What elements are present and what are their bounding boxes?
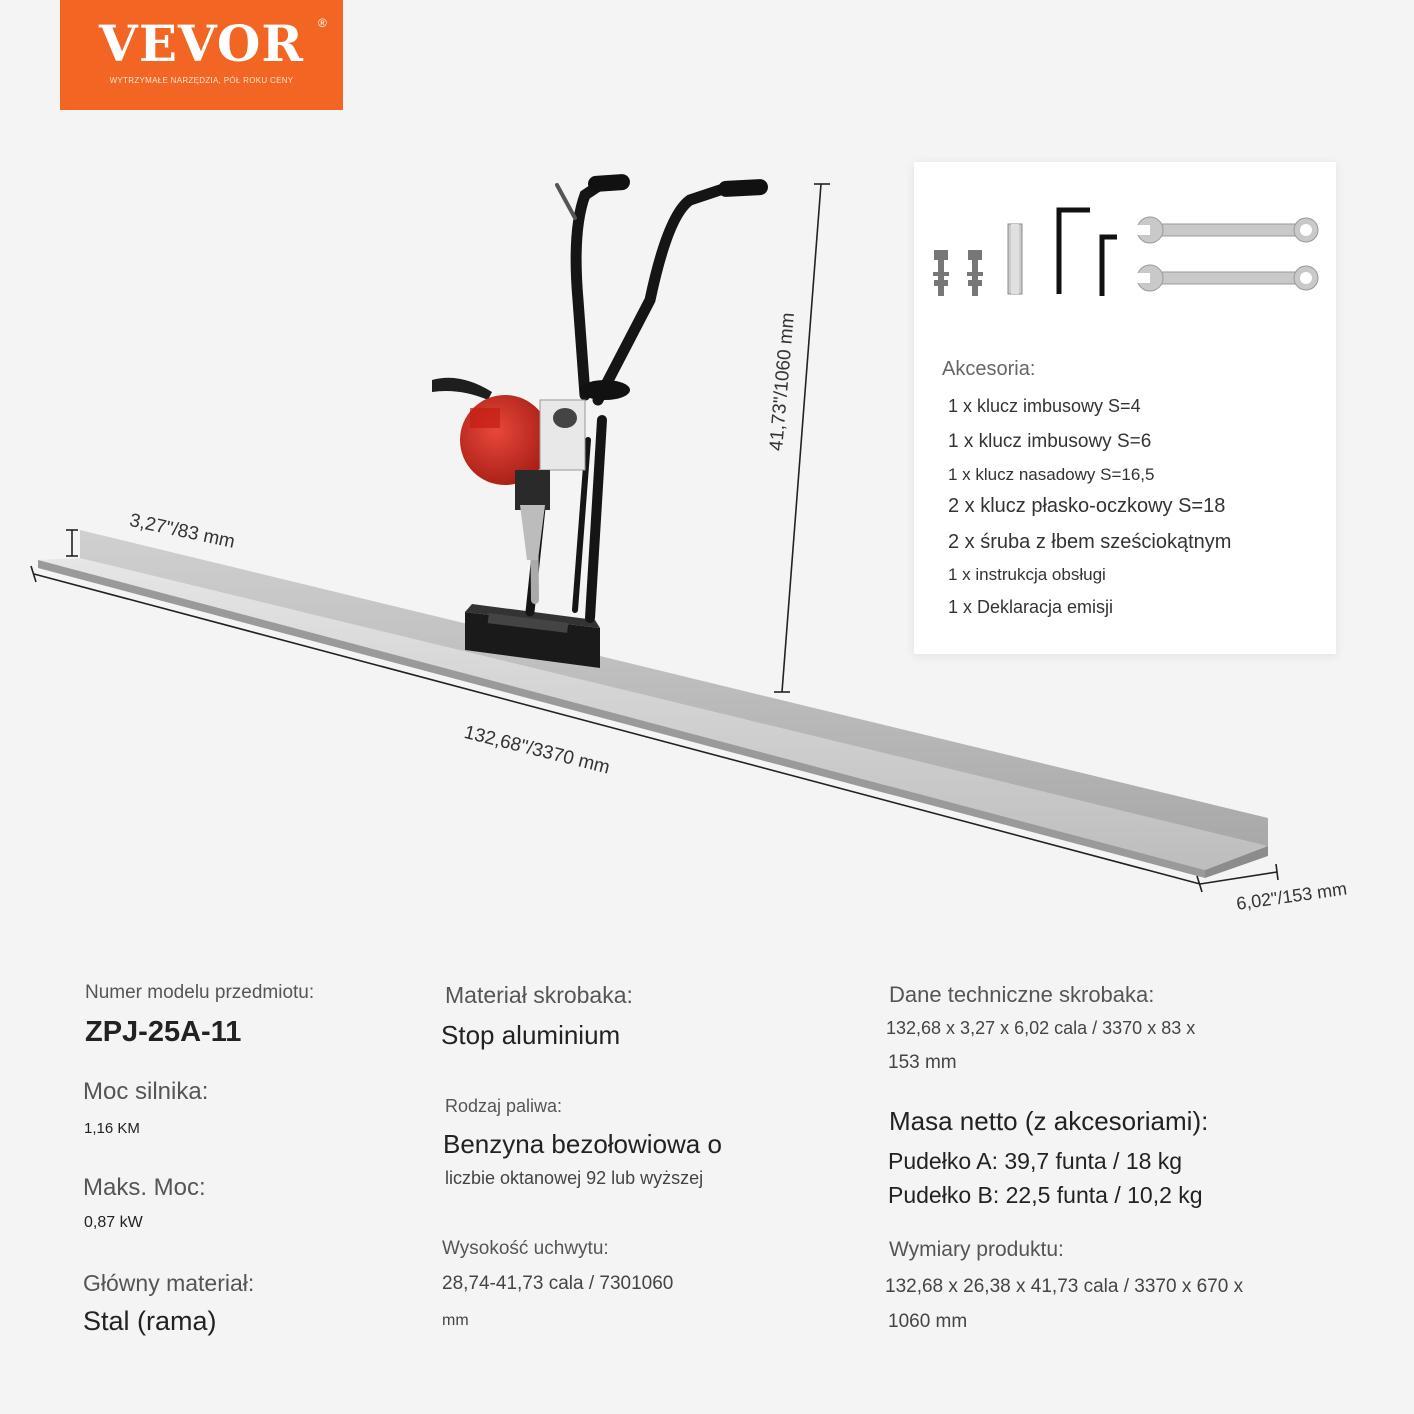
combination-wrench-icon bbox=[1136, 217, 1318, 243]
main-material-label: Główny materiał: bbox=[83, 1270, 255, 1296]
left-grip bbox=[587, 174, 630, 193]
power-value: 1,16 KM bbox=[84, 1120, 140, 1137]
handle-height-value-line2: mm bbox=[442, 1312, 469, 1329]
blade-length-dimension: 132,68"/3370 mm bbox=[461, 722, 612, 779]
handle-height-value-line1: 28,74-41,73 cala / 7301060 bbox=[442, 1273, 674, 1294]
model-value: ZPJ-25A-11 bbox=[85, 1016, 242, 1048]
product-dims-value-line2: 1060 mm bbox=[888, 1311, 968, 1332]
engine bbox=[432, 378, 585, 560]
list-item: 1 x klucz imbusowy S=6 bbox=[948, 431, 1152, 452]
blade-height-dimension: 3,27"/83 mm bbox=[127, 510, 237, 553]
accessories-card bbox=[914, 162, 1336, 654]
list-item: 1 x Deklaracja emisji bbox=[948, 597, 1114, 617]
blade-specs-value-line2: 153 mm bbox=[888, 1052, 957, 1073]
combination-wrench-icon bbox=[1136, 265, 1318, 291]
list-item: 1 x instrukcja obsługi bbox=[948, 565, 1106, 584]
blade-material-value: Stop aluminium bbox=[441, 1020, 621, 1050]
main-material-value: Stal (rama) bbox=[83, 1306, 217, 1336]
accessories-image bbox=[914, 162, 1336, 322]
net-weight-label: Masa netto (z akcesoriami): bbox=[889, 1106, 1209, 1136]
hex-key-icon bbox=[1059, 210, 1117, 296]
box-a-weight: Pudełko A: 39,7 funta / 18 kg bbox=[888, 1148, 1183, 1174]
list-item: 2 x klucz płasko-oczkowy S=18 bbox=[948, 495, 1226, 517]
blade-specs-value-line1: 132,68 x 3,27 x 6,02 cala / 3370 x 83 x bbox=[886, 1018, 1196, 1038]
handle-collar bbox=[580, 380, 630, 400]
blade-specs-label: Dane techniczne skrobaka: bbox=[889, 982, 1155, 1007]
blade-width-dimension: 6,02"/153 mm bbox=[1235, 878, 1349, 914]
brand-tagline: WYTRZYMAŁE NARZĘDZIA, PÓŁ ROKU CENY bbox=[109, 76, 294, 85]
max-power-label: Maks. Moc: bbox=[83, 1174, 206, 1201]
fuel-value-line2: liczbie oktanowej 92 lub wyższej bbox=[445, 1168, 704, 1188]
list-item: 1 x klucz imbusowy S=4 bbox=[948, 396, 1141, 416]
model-label: Numer modelu przedmiotu: bbox=[85, 982, 315, 1003]
bolt-icon bbox=[967, 250, 983, 296]
fuel-value-line1: Benzyna bezołowiowa o bbox=[443, 1129, 722, 1159]
box-b-weight: Pudełko B: 22,5 funta / 10,2 kg bbox=[888, 1182, 1203, 1208]
accessories-list bbox=[948, 396, 1231, 627]
product-dims-label: Wymiary produktu: bbox=[889, 1238, 1064, 1261]
blade-material-label: Materiał skrobaka: bbox=[445, 982, 633, 1008]
right-grip bbox=[718, 179, 769, 198]
list-item: 1 x klucz nasadowy S=16,5 bbox=[948, 465, 1155, 484]
socket-wrench-icon bbox=[1008, 224, 1022, 294]
fuel-label: Rodzaj paliwa: bbox=[445, 1096, 563, 1116]
accessories-title: Akcesoria: bbox=[942, 358, 1036, 380]
power-label: Moc silnika: bbox=[83, 1078, 209, 1105]
max-power-value: 0,87 kW bbox=[84, 1214, 143, 1231]
handle-height-label: Wysokość uchwytu: bbox=[442, 1238, 609, 1259]
bolt-icon bbox=[933, 250, 949, 296]
handle-height-dimension: 41,73"/1060 mm bbox=[766, 311, 800, 452]
product-dims-value-line1: 132,68 x 26,38 x 41,73 cala / 3370 x 670 x bbox=[885, 1276, 1244, 1297]
registered-mark: ® bbox=[318, 16, 327, 30]
list-item: 2 x śruba z łbem sześciokątnym bbox=[948, 531, 1232, 553]
brand-name: VEVOR bbox=[99, 14, 304, 73]
